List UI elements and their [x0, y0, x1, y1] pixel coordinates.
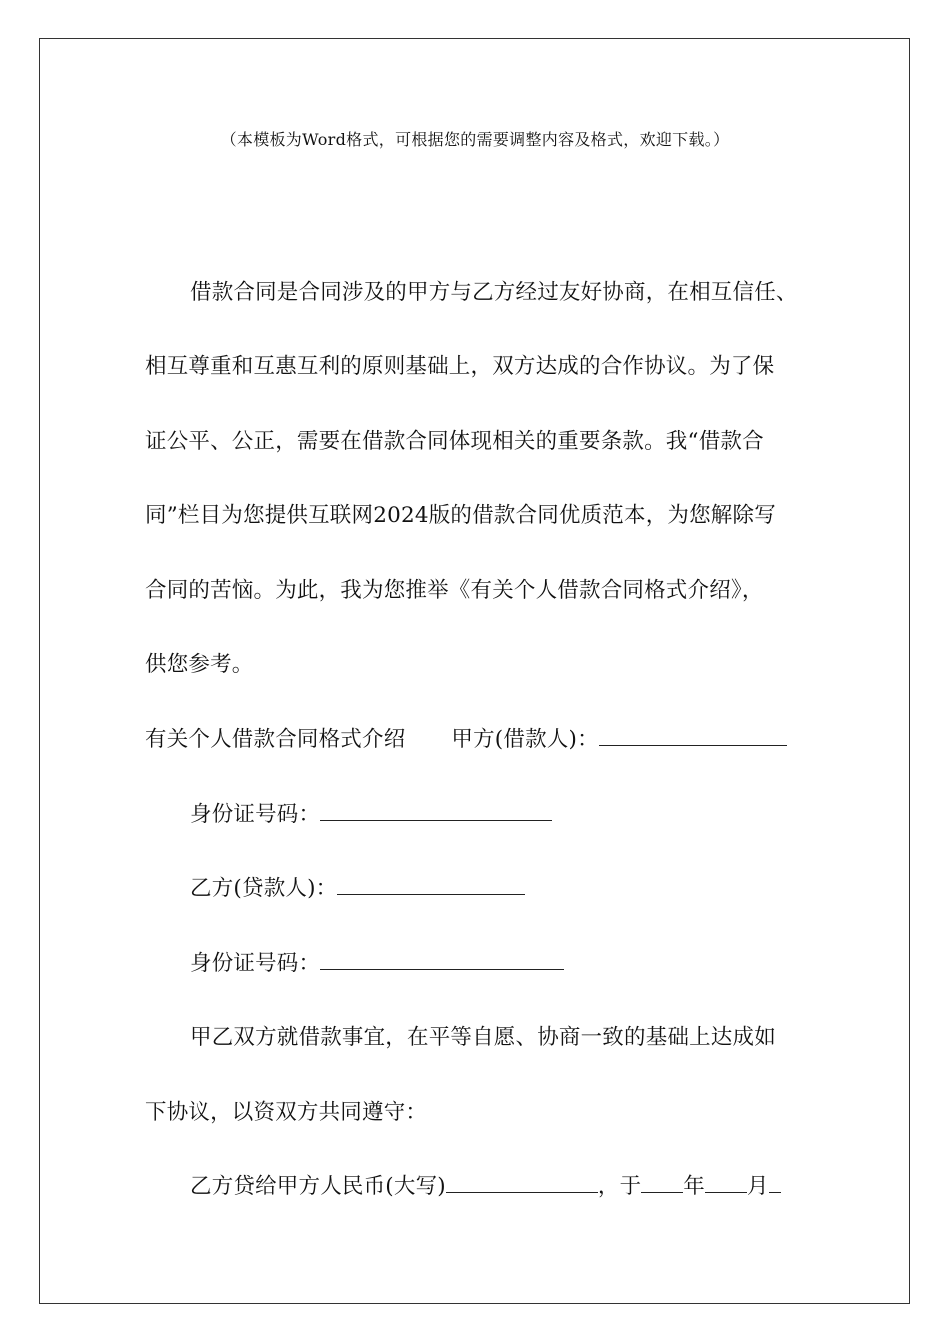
party-a-label: 甲方(借款人)： [451, 727, 599, 752]
loan-clause-row [190, 1169, 781, 1200]
contract-title: 有关个人借款合同格式介绍 [145, 727, 406, 752]
party-b-blank[interactable] [337, 871, 525, 895]
template-note: （本模板为Word格式，可根据您的需要调整内容及格式，欢迎下载。） [220, 130, 730, 149]
intro-line-1: 借款合同是合同涉及的甲方与乙方经过友好协商，在相互信任、 [190, 280, 798, 305]
party-a-blank[interactable] [599, 722, 787, 746]
agreement-line-1: 甲乙双方就借款事宜，在平等自愿、协商一致的基础上达成如 [190, 1025, 776, 1050]
id-row-1 [190, 797, 552, 828]
intro-line-6: 供您参考。 [145, 652, 254, 677]
party-b-row [190, 871, 525, 902]
day-blank[interactable] [769, 1169, 781, 1193]
id-label-2: 身份证号码： [190, 951, 321, 976]
agreement-line-2: 下协议，以资双方共同遵守： [145, 1100, 428, 1125]
amount-blank[interactable] [446, 1169, 598, 1193]
intro-line-4: 同”栏目为您提供互联网2024版的借款合同优质范本，为您解除写 [145, 503, 776, 528]
intro-line-2: 相互尊重和互惠互利的原则基础上，双方达成的合作协议。为了保 [145, 354, 775, 379]
loan-prefix: 乙方贷给甲方人民币(大写) [190, 1174, 446, 1199]
intro-line-5: 合同的苦恼。为此，我为您推举《有关个人借款合同格式介绍》， [145, 578, 764, 603]
month-blank[interactable] [705, 1169, 747, 1193]
loan-comma-yu: ，于 [597, 1174, 642, 1199]
id-label-1: 身份证号码： [190, 802, 321, 827]
year-label: 年 [683, 1174, 705, 1199]
party-b-label: 乙方(贷款人)： [190, 876, 338, 901]
id-row-2 [190, 946, 564, 977]
id-blank-1[interactable] [320, 797, 552, 821]
month-label: 月 [747, 1174, 769, 1199]
year-blank[interactable] [641, 1169, 683, 1193]
intro-line-3: 证公平、公正，需要在借款合同体现相关的重要条款。我“借款合 [145, 429, 764, 454]
contract-title-row [145, 722, 787, 753]
id-blank-2[interactable] [320, 946, 564, 970]
